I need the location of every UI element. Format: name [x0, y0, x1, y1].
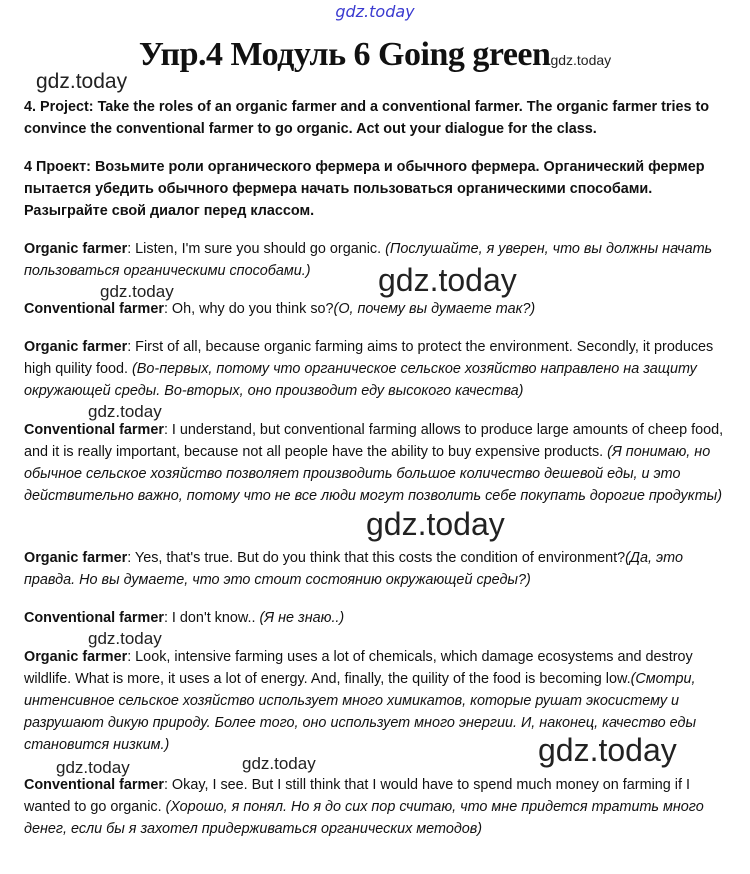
line-translation: (Да, это правда. Но вы думаете, что это стоит состоянию окружающей среды?)	[24, 550, 683, 588]
line-translation: (Во-первых, потому что органическое сельское хозяйство направлено на защиту окружающей среды. Во-вторых, оно производит еду высокого качества)	[24, 361, 697, 399]
line-text: : Listen, I'm sure you should go organic.	[127, 241, 386, 257]
watermark: gdz.today	[538, 732, 677, 768]
speaker: Organic farmer	[24, 649, 128, 665]
task-english: 4. Project: Take the roles of an organic farmer and a conventional farmer. The organic farmer tries to convince the conventional farmer to go organic. Act out your dialogue for the class.	[24, 99, 710, 137]
title-watermark: gdz.today	[550, 52, 612, 68]
watermark: gdz.today	[56, 758, 130, 777]
line-text: : Oh, why do you think so?	[163, 301, 334, 317]
watermark: gdz.today	[36, 70, 128, 93]
speaker: Organic farmer	[24, 550, 128, 566]
dialogue-line	[24, 774, 724, 840]
dialogue-line	[24, 298, 724, 320]
line-text: : First of all, because organic farming aims to protect the environment. Secondly, it produces high quility food.	[24, 339, 714, 377]
line-text: : I understand, but conventional farming allows to produce large amounts of cheep food, and it is really important, because not all people have the ability to buy expensive products.	[24, 422, 724, 460]
line-translation: (Я не знаю..)	[259, 610, 345, 626]
page-title	[0, 36, 750, 74]
dialogue-line	[24, 419, 724, 507]
speaker: Conventional farmer	[24, 301, 164, 317]
line-translation: (Хорошо, я понял. Но я до сих пор считаю, что мне придется тратить много денег, если бы я захотел придерживаться органических методов)	[24, 799, 704, 837]
watermark: gdz.today	[378, 262, 517, 298]
line-translation: (Послушайте, я уверен, что вы должны начать пользоваться органическими способами.)	[24, 241, 713, 279]
line-translation: (Я понимаю, но обычное сельское хозяйство позволяет производить большое количество дешевой еды, и это действительно важно, потому что не все люди могут позволить себе покупать дорогие продукты)	[24, 444, 723, 504]
speaker: Organic farmer	[24, 339, 128, 355]
line-text: : I don't know..	[163, 610, 260, 626]
speaker: Conventional farmer	[24, 422, 164, 438]
task-russian: 4 Проект: Возьмите роли органического фермера и обычного фермера. Органический фермер пытается убедить обычного фермера начать пользоваться органическими способами. Разыграйте свой диалог перед классом.	[24, 159, 705, 219]
line-translation: (О, почему вы думаете так?)	[333, 301, 536, 317]
speaker: Organic farmer	[24, 241, 128, 257]
line-text: : Yes, that's true. But do you think that this costs the condition of environment?	[127, 550, 626, 566]
line-text: : Look, intensive farming uses a lot of chemicals, which damage ecosystems and destroy wildlife. What is more, it uses a lot of energy. And, finally, the quility of the food is becoming low.	[24, 649, 693, 687]
watermark: gdz.today	[88, 629, 162, 648]
dialogue-line	[24, 238, 724, 282]
speaker: Conventional farmer	[24, 777, 164, 793]
watermark: gdz.today	[242, 754, 316, 773]
line-translation: (Смотри, интенсивное сельское хозяйство использует много химикатов, которые рушат экосистему и разрушают дикую природу. Более того, оно использует много энергии. И, наконец, качество еды становится низким.)	[24, 671, 697, 753]
dialogue-line	[24, 336, 724, 402]
speaker: Conventional farmer	[24, 610, 164, 626]
dialogue-line	[24, 547, 724, 591]
watermark: gdz.today	[88, 402, 162, 421]
line-text: : Okay, I see. But I still think that I would have to spend much money on farming if I wanted to go organic.	[24, 777, 690, 815]
watermark: gdz.today	[100, 282, 174, 301]
title-text: Упр.4 Модуль 6 Going green	[138, 36, 551, 73]
watermark: gdz.today	[366, 506, 505, 542]
dialogue-line	[24, 607, 724, 629]
watermark-top: gdz.today	[335, 2, 415, 21]
